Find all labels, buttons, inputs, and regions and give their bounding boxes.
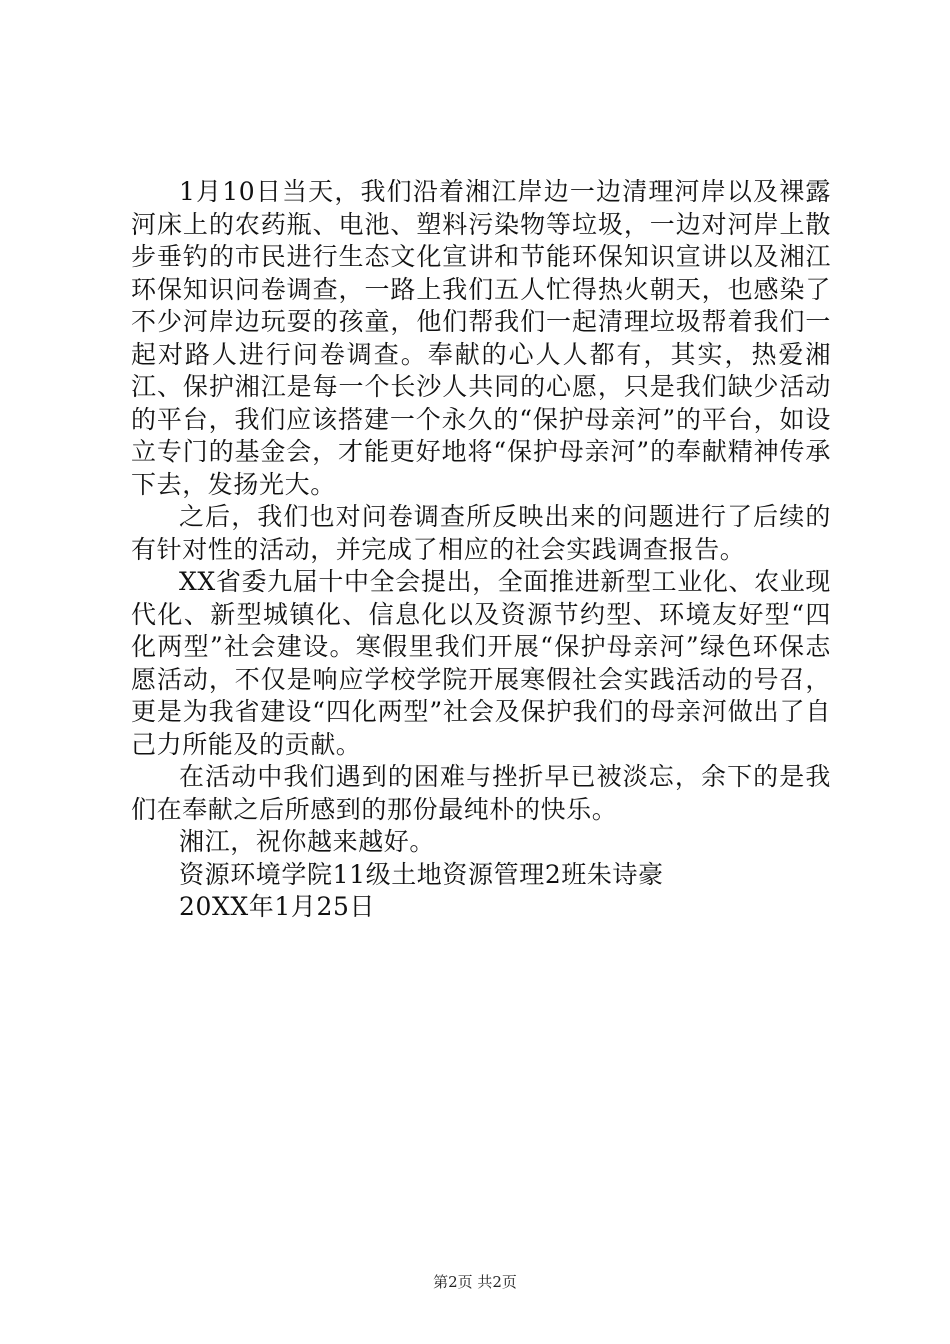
page-number-footer: 第2页 共2页 [433,1273,517,1291]
author-signature: 资源环境学院11级土地资源管理2班朱诗豪 [179,859,664,889]
document-body [131,176,831,924]
paragraph-provincial-policy: XX省委九届十中全会提出，全面推进新型工业化、农业现代化、新型城镇化、信息化以及资源节约型、环境友好型“四化两型”社会建设。寒假里我们开展“保护母亲河”绿色环保志愿活动，不仅是响应学校学院开展寒假社会实践活动的号召，更是为我省建设“四化两型”社会及保护我们的母亲河做出了自己力所能及的贡献。 [131,567,831,759]
paragraph-follow-up: 之后，我们也对问卷调查所反映出来的问题进行了后续的有针对性的活动，并完成了相应的社会实践调查报告。 [131,502,831,564]
paragraph-reflection: 在活动中我们遇到的困难与挫折早已被淡忘，余下的是我们在奉献之后所感到的那份最纯朴的快乐。 [131,762,831,824]
paragraph-activity-day: 1月10日当天，我们沿着湘江岸边一边清理河岸以及裸露河床上的农药瓶、电池、塑料污染物等垃圾，一边对河岸上散步垂钓的市民进行生态文化宣讲和节能环保知识宣讲以及湘江环保知识问卷调查，一路上我们五人忙得热火朝天，也感染了不少河岸边玩耍的孩童，他们帮我们一起清理垃圾帮着我们一起对路人进行问卷调查。奉献的心人人都有，其实，热爱湘江、保护湘江是每一个长沙人共同的心愿，只是我们缺少活动的平台，我们应该搭建一个永久的“保护母亲河”的平台，如设立专门的基金会，才能更好地将“保护母亲河”的奉献精神传承下去，发扬光大。 [131,177,831,499]
document-date: 20XX年1月25日 [179,892,376,921]
closing-blessing: 湘江，祝你越来越好。 [179,827,436,856]
